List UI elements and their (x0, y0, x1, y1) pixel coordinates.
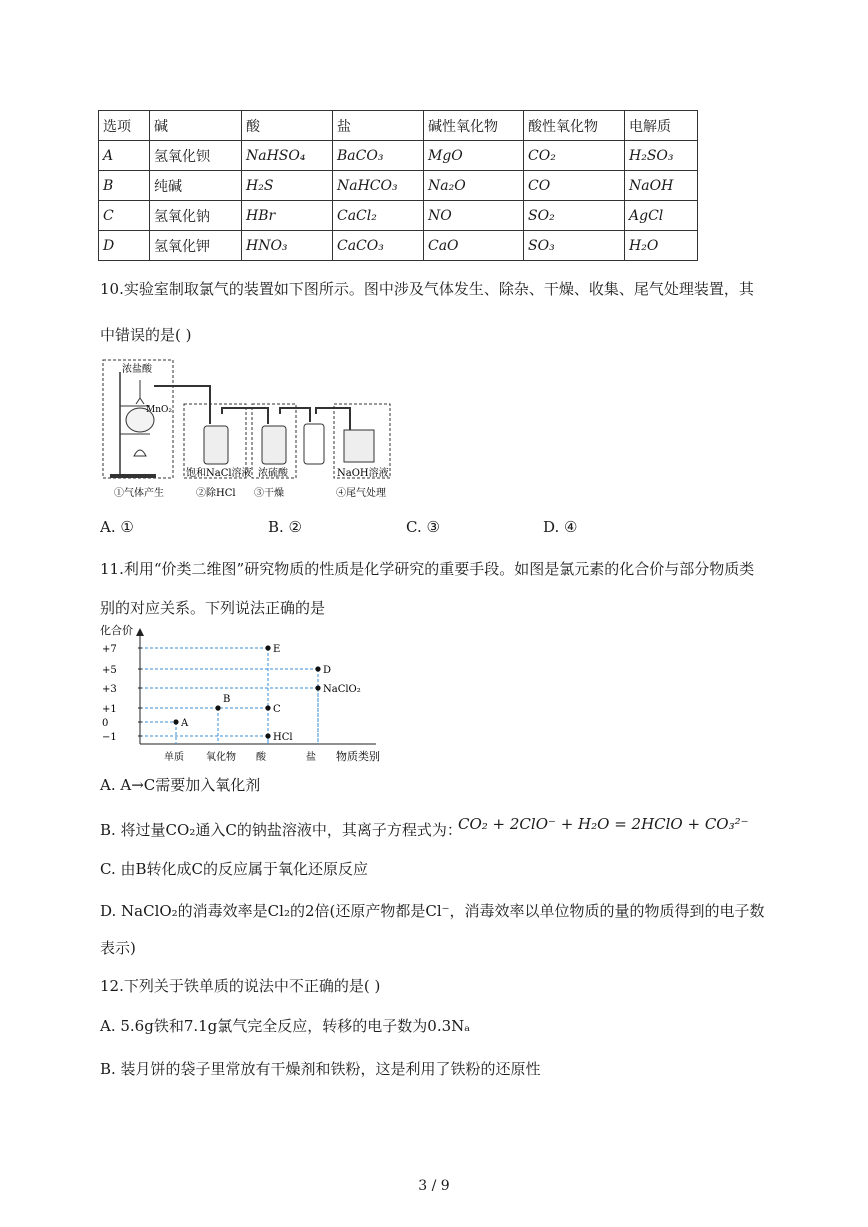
point-label: NaClO₂ (323, 684, 361, 695)
table-cell: H₂SO₃ (625, 141, 698, 171)
point-label: B (223, 694, 231, 705)
y-tick-label: +7 (102, 644, 117, 655)
table-row (99, 171, 698, 201)
valence-class-chart (98, 622, 398, 767)
label-naoh: NaOH溶液 (337, 468, 389, 479)
q11-option-d-line2: 表示) (100, 939, 136, 957)
q10-option-c: C. ③ (406, 518, 440, 536)
table-cell: C (99, 201, 150, 231)
table-cell: SO₃ (524, 231, 625, 261)
q11-option-d-line1: D. NaClO₂的消毒效率是Cl₂的2倍(还原产物都是Cl⁻，消毒效率以单位物质的量的物质得到的电子数 (100, 902, 765, 920)
bottle-nacl (204, 426, 228, 464)
point-label: A (181, 718, 189, 729)
data-point (215, 705, 220, 710)
table-cell: HNO₃ (242, 231, 333, 261)
point-label: C (273, 704, 281, 715)
y-tick-label: +3 (102, 684, 117, 695)
y-tick-label: −1 (102, 732, 117, 743)
table-header: 碱 (150, 111, 242, 141)
q11-stem-line1: 11.利用“价类二维图”研究物质的性质是化学研究的重要手段。如图是氯元素的化合价与部分物质类 (100, 560, 755, 578)
q10-stem-line2: 中错误的是( ) (100, 326, 192, 344)
table-header: 酸性氧化物 (524, 111, 625, 141)
x-tick-label: 盐 (306, 752, 316, 763)
q10-option-d: D. ④ (543, 518, 578, 536)
data-point (265, 705, 270, 710)
table-header: 电解质 (625, 111, 698, 141)
table-header: 酸 (242, 111, 333, 141)
table-cell: MgO (424, 141, 524, 171)
q11-stem-line2: 别的对应关系。下列说法正确的是 (100, 599, 326, 617)
data-point (173, 719, 178, 724)
caption-4: ④尾气处理 (336, 488, 386, 499)
table-cell: CaCO₃ (333, 231, 424, 261)
table-cell: CO (524, 171, 625, 201)
y-tick-label: 0 (102, 718, 109, 729)
table-cell: SO₂ (524, 201, 625, 231)
classification-table (98, 110, 698, 261)
table-cell: NaHCO₃ (333, 171, 424, 201)
q12-stem: 12.下列关于铁单质的说法中不正确的是( ) (100, 977, 381, 995)
point-label: HCl (273, 732, 293, 743)
q11-option-c: C. 由B转化成C的反应属于氧化还原反应 (100, 860, 368, 878)
data-point (315, 685, 320, 690)
table-cell: 氢氧化钠 (150, 201, 242, 231)
q11-option-b-equation: CO₂ + 2ClO⁻ + H₂O = 2HClO + CO₃²⁻ (458, 815, 749, 833)
x-axis-label: 物质类别 (336, 750, 380, 763)
x-tick-label: 氧化物 (206, 752, 236, 763)
q12-option-b: B. 装月饼的袋子里常放有干燥剂和铁粉，这是利用了铁粉的还原性 (100, 1060, 541, 1078)
table-cell: AgCl (625, 201, 698, 231)
q11-option-b: B. 将过量CO₂通入C的钠盐溶液中，其离子方程式为： (100, 821, 462, 839)
table-cell: CO₂ (524, 141, 625, 171)
data-point (265, 733, 270, 738)
data-point (315, 666, 320, 671)
table-cell: 氢氧化钾 (150, 231, 242, 261)
table-cell: NO (424, 201, 524, 231)
q10-option-b: B. ② (268, 518, 303, 536)
caption-1: ①气体产生 (114, 488, 164, 499)
q11-option-a: A. A→C需要加入氧化剂 (100, 776, 261, 794)
point-label: D (323, 665, 332, 676)
table-cell: 氢氧化钡 (150, 141, 242, 171)
q12-option-a: A. 5.6g铁和7.1g氯气完全反应，转移的电子数为0.3Nₐ (100, 1017, 471, 1035)
data-point (265, 645, 270, 650)
point-label: E (273, 644, 281, 655)
bottle-acid (262, 426, 286, 464)
bottle-collect (304, 424, 324, 464)
q10-option-a: A. ① (100, 518, 134, 536)
table-cell: NaOH (625, 171, 698, 201)
page-number: 3 / 9 (418, 1178, 450, 1194)
y-axis-arrow (136, 628, 144, 636)
table-cell: Na₂O (424, 171, 524, 201)
caption-2: ②除HCl (196, 488, 236, 499)
table-row (99, 231, 698, 261)
table-header: 选项 (99, 111, 150, 141)
table-cell: CaCl₂ (333, 201, 424, 231)
table-cell: H₂S (242, 171, 333, 201)
q10-stem-line1: 10.实验室制取氯气的装置如下图所示。图中涉及气体发生、除杂、干燥、收集、尾气处理装置，其 (100, 280, 754, 298)
label-sat-nacl: 饱和NaCl溶液 (186, 468, 252, 479)
table-header-row (99, 111, 698, 141)
caption-3: ③干燥 (254, 488, 284, 499)
table-cell: A (99, 141, 150, 171)
table-row (99, 141, 698, 171)
table-cell: H₂O (625, 231, 698, 261)
table-cell: BaCO₃ (333, 141, 424, 171)
label-mno2: MnO₂ (146, 405, 172, 415)
table-cell: HBr (242, 201, 333, 231)
table-cell: CaO (424, 231, 524, 261)
table-header: 盐 (333, 111, 424, 141)
chlorine-apparatus-figure (100, 352, 400, 504)
table-header: 碱性氧化物 (424, 111, 524, 141)
x-tick-label: 单质 (164, 752, 184, 763)
label-conc-hcl: 浓盐酸 (122, 364, 152, 375)
beaker-naoh (344, 430, 374, 462)
y-tick-label: +5 (102, 665, 117, 676)
table-row (99, 201, 698, 231)
table-cell: 纯碱 (150, 171, 242, 201)
table-cell: D (99, 231, 150, 261)
table-cell: B (99, 171, 150, 201)
table-cell: NaHSO₄ (242, 141, 333, 171)
label-conc-acid: 浓硫酸 (258, 468, 288, 479)
y-tick-label: +1 (102, 704, 117, 715)
x-tick-label: 酸 (256, 752, 266, 763)
y-axis-label: 化合价 (100, 624, 133, 637)
